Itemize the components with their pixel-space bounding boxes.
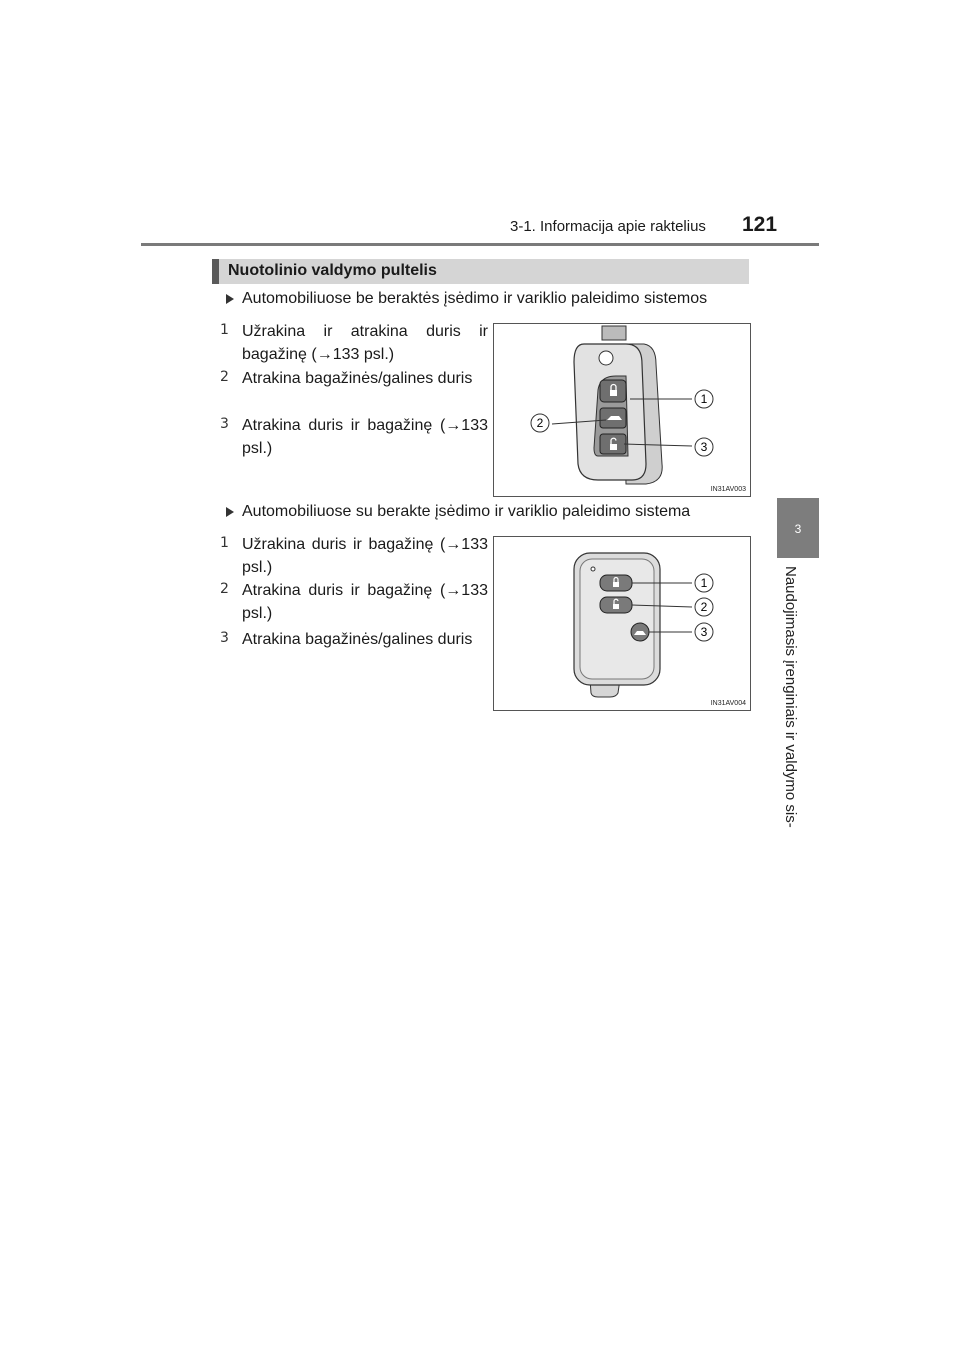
item-text: Atrakina duris ir bagažinę (→133 psl.) xyxy=(242,582,488,622)
item-number: 1 xyxy=(220,535,229,551)
callout-label: 2 xyxy=(700,600,708,614)
callout-label: 1 xyxy=(700,392,708,406)
group-heading-text: Automobiliuose be beraktės įsėdimo ir variklio paleidimo sistemos xyxy=(242,290,708,307)
item-text: Atrakina duris ir bagažinę (→133 psl.) xyxy=(242,417,488,457)
item-number: 1 xyxy=(220,322,229,338)
item-text: Užrakina ir atrakina duris ir bagažinę (→133 psl.) xyxy=(242,323,488,363)
item-text: Atrakina bagažinės/galines duris xyxy=(242,370,473,387)
page-number: 121 xyxy=(742,213,778,236)
figure-code: IN31AV003 xyxy=(710,486,746,493)
group-heading xyxy=(226,503,690,521)
smart-key-illustration xyxy=(494,537,750,710)
group-heading-text: Automobiliuose su berakte įsėdimo ir variklio paleidimo sistema xyxy=(242,503,691,520)
section-title: Nuotolinio valdymo pultelis xyxy=(228,262,437,279)
triangle-bullet-icon xyxy=(226,294,234,304)
triangle-bullet-icon xyxy=(226,507,234,517)
callout-label: 3 xyxy=(700,625,708,639)
flip-key-illustration xyxy=(494,324,750,496)
chapter-number: 3 xyxy=(794,522,802,536)
item-number: 3 xyxy=(220,630,229,646)
item-text: Atrakina bagažinės/galines duris xyxy=(242,631,473,648)
figure-flip-key xyxy=(493,323,751,497)
section-heading-marker xyxy=(212,259,219,284)
group-heading xyxy=(226,290,707,308)
item-number: 2 xyxy=(220,581,229,597)
callout-label: 3 xyxy=(700,440,708,454)
callout-label: 2 xyxy=(536,416,544,430)
item-number: 3 xyxy=(220,416,229,432)
header-rule xyxy=(141,243,819,246)
chapter-label: Naudojimasis įrenginiais ir valdymo sis- xyxy=(782,566,799,828)
running-header-section: 3-1. Informacija apie raktelius xyxy=(510,218,706,235)
figure-smart-key xyxy=(493,536,751,711)
callout-label: 1 xyxy=(700,576,708,590)
figure-code: IN31AV004 xyxy=(710,700,746,707)
item-text: Užrakina duris ir bagažinę (→133 psl.) xyxy=(242,536,488,576)
item-number: 2 xyxy=(220,369,229,385)
